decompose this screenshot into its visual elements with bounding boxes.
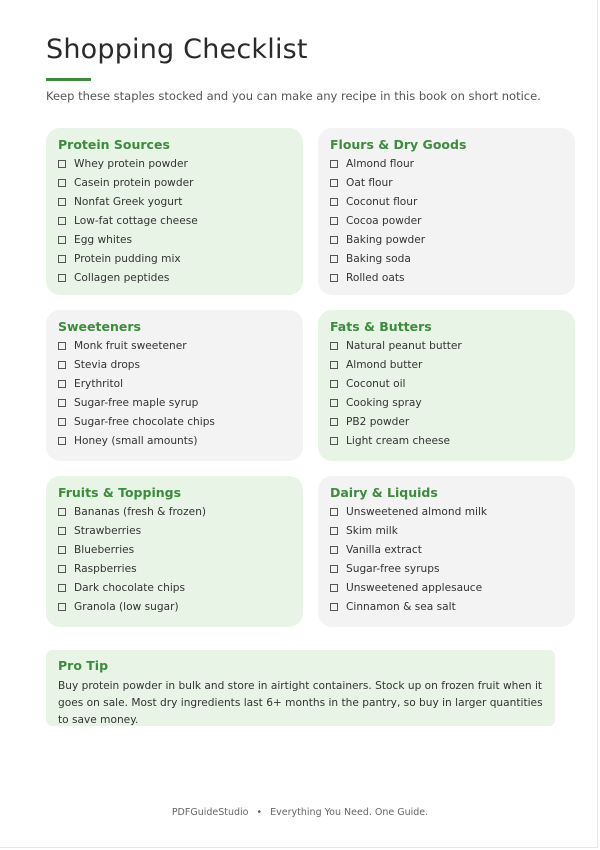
checkbox-icon[interactable] [58,361,66,369]
checklist-item[interactable] [58,356,291,375]
checklist-item[interactable] [58,522,291,541]
section-title: Fats & Butters [330,319,432,334]
checklist-item[interactable] [58,174,291,193]
section-fruits-toppings [46,476,303,627]
section-title: Sweeteners [58,319,141,334]
checklist-item[interactable] [58,337,291,356]
checkbox-icon[interactable] [58,217,66,225]
item-label: Skim milk [346,525,398,538]
checkbox-icon[interactable] [58,179,66,187]
checklist-item[interactable] [58,155,291,174]
item-label: Baking soda [346,252,411,265]
checklist [58,155,291,287]
checklist-item[interactable] [58,268,291,287]
section-flours-dry-goods [318,128,575,295]
checkbox-icon[interactable] [58,546,66,554]
item-label: Almond butter [346,359,423,372]
item-label: Low-fat cottage cheese [74,215,198,228]
checklist-item[interactable] [330,431,563,450]
checkbox-icon[interactable] [330,179,338,187]
checkbox-icon[interactable] [330,236,338,244]
checklist-item[interactable] [330,356,563,375]
item-label: Dark chocolate chips [74,582,186,594]
checklist-item[interactable] [330,249,563,268]
checkbox-icon[interactable] [330,603,338,611]
checkbox-icon[interactable] [330,255,338,263]
checklist-item[interactable] [330,413,563,432]
checklist [330,155,563,287]
item-label: Collagen peptides [74,271,170,284]
checklist-item[interactable] [58,560,291,579]
checklist-item[interactable] [58,431,291,450]
checkbox-icon[interactable] [330,342,338,350]
footer-separator: • [256,807,263,818]
item-label: Cooking spray [346,397,422,410]
footer-brand: PDFGuideStudio [171,807,249,818]
footer-tagline: Everything You Need. One Guide. [270,807,429,818]
checkbox-icon[interactable] [330,565,338,573]
checkbox-icon[interactable] [330,361,338,369]
checklist-item[interactable] [330,560,563,579]
pro-tip-box [46,650,555,726]
pro-tip-title: Pro Tip [58,658,109,673]
item-label: Cinnamon & sea salt [346,600,456,613]
checklist-item[interactable] [330,193,563,212]
item-label: Light cream cheese [346,434,451,447]
checkbox-icon[interactable] [58,565,66,573]
item-label: Protein pudding mix [74,252,181,265]
item-label: Honey (small amounts) [74,434,198,447]
checklist-item[interactable] [330,522,563,541]
item-label: Raspberries [74,563,137,576]
checkbox-icon[interactable] [330,527,338,535]
checklist-item[interactable] [58,503,291,522]
intro-text: Keep these staples stocked and you can make any recipe in this book on short notice. [46,89,541,103]
item-label: Oat flour [346,177,393,190]
checkbox-icon[interactable] [58,236,66,244]
checkbox-icon[interactable] [58,603,66,611]
item-label: Coconut flour [346,196,418,209]
item-label: Nonfat Greek yogurt [74,196,183,209]
checklist-item[interactable] [330,212,563,231]
checkbox-icon[interactable] [330,418,338,426]
checklist-item[interactable] [58,231,291,250]
checklist-item[interactable] [330,375,563,394]
item-label: PB2 powder [346,416,410,428]
checklist-item[interactable] [330,394,563,413]
checkbox-icon[interactable] [58,584,66,592]
title-underline [46,78,91,81]
item-label: Monk fruit sweetener [74,340,187,353]
section-protein-sources [46,128,303,295]
item-label: Vanilla extract [346,544,422,557]
checkbox-icon[interactable] [58,255,66,263]
checklist [330,503,563,616]
item-label: Unsweetened applesauce [346,582,483,594]
checklist-item[interactable] [58,249,291,268]
section-title: Dairy & Liquids [330,485,438,500]
checklist-item[interactable] [330,174,563,193]
checkbox-icon[interactable] [330,399,338,407]
checkbox-icon[interactable] [58,274,66,282]
item-label: Sugar-free chocolate chips [74,416,215,428]
item-label: Coconut oil [346,378,406,391]
checklist [58,503,291,616]
checklist-item[interactable] [58,541,291,560]
item-label: Strawberries [74,525,142,538]
section-sweeteners [46,310,303,461]
checkbox-icon[interactable] [58,527,66,535]
checklist-item[interactable] [330,503,563,522]
item-label: Stevia drops [74,359,141,372]
item-label: Egg whites [74,234,133,246]
checkbox-icon[interactable] [330,546,338,554]
checkbox-icon[interactable] [330,584,338,592]
checkbox-icon[interactable] [330,437,338,445]
checkbox-icon[interactable] [330,198,338,206]
section-title: Fruits & Toppings [58,485,182,500]
item-label: Rolled oats [346,271,405,284]
checklist-item[interactable] [330,597,563,616]
checkbox-icon[interactable] [330,217,338,225]
checkbox-icon[interactable] [58,198,66,206]
item-label: Granola (low sugar) [74,600,179,613]
checkbox-icon[interactable] [58,437,66,445]
item-label: Unsweetened almond milk [346,506,488,519]
checkbox-icon[interactable] [58,418,66,426]
checklist-item[interactable] [330,579,563,598]
checklist-item[interactable] [330,268,563,287]
item-label: Erythritol [74,378,124,391]
section-fats-butters [318,310,575,461]
checkbox-icon[interactable] [58,160,66,168]
item-label: Sugar-free maple syrup [74,397,199,410]
checklist-item[interactable] [58,413,291,432]
checklist-item[interactable] [58,597,291,616]
checklist-item[interactable] [58,394,291,413]
checkbox-icon[interactable] [58,508,66,516]
checkbox-icon[interactable] [330,380,338,388]
checklist-item[interactable] [58,193,291,212]
checklist-item[interactable] [330,231,563,250]
checkbox-icon[interactable] [58,399,66,407]
checklist-item[interactable] [330,155,563,174]
pro-tip-body: Buy protein powder in bulk and store in airtight containers. Stock up on frozen fruit when it goes on sale. Most dry ingredients last 6+ months in the pantry, so buy in larger quantities to save money. [58,680,543,726]
item-label: Blueberries [74,544,135,557]
item-label: Casein protein powder [74,177,194,190]
item-label: Almond flour [346,158,415,171]
checkbox-icon[interactable] [58,342,66,350]
page-title: Shopping Checklist [46,34,308,65]
checklist-item[interactable] [330,541,563,560]
checkbox-icon[interactable] [330,274,338,282]
item-label: Sugar-free syrups [346,563,440,576]
section-title: Protein Sources [58,137,170,152]
checkbox-icon[interactable] [330,508,338,516]
item-label: Baking powder [346,234,426,246]
checklist-item[interactable] [58,375,291,394]
item-label: Cocoa powder [346,215,422,228]
checklist [330,337,563,450]
footer [0,807,600,818]
item-label: Natural peanut butter [346,340,462,353]
checklist [58,337,291,450]
item-label: Whey protein powder [74,158,188,171]
item-label: Bananas (fresh & frozen) [74,506,207,519]
checkbox-icon[interactable] [58,380,66,388]
section-dairy-liquids [318,476,575,627]
checklist-item[interactable] [58,579,291,598]
checklist-item[interactable] [330,337,563,356]
checklist-item[interactable] [58,212,291,231]
section-title: Flours & Dry Goods [330,137,467,152]
checkbox-icon[interactable] [330,160,338,168]
